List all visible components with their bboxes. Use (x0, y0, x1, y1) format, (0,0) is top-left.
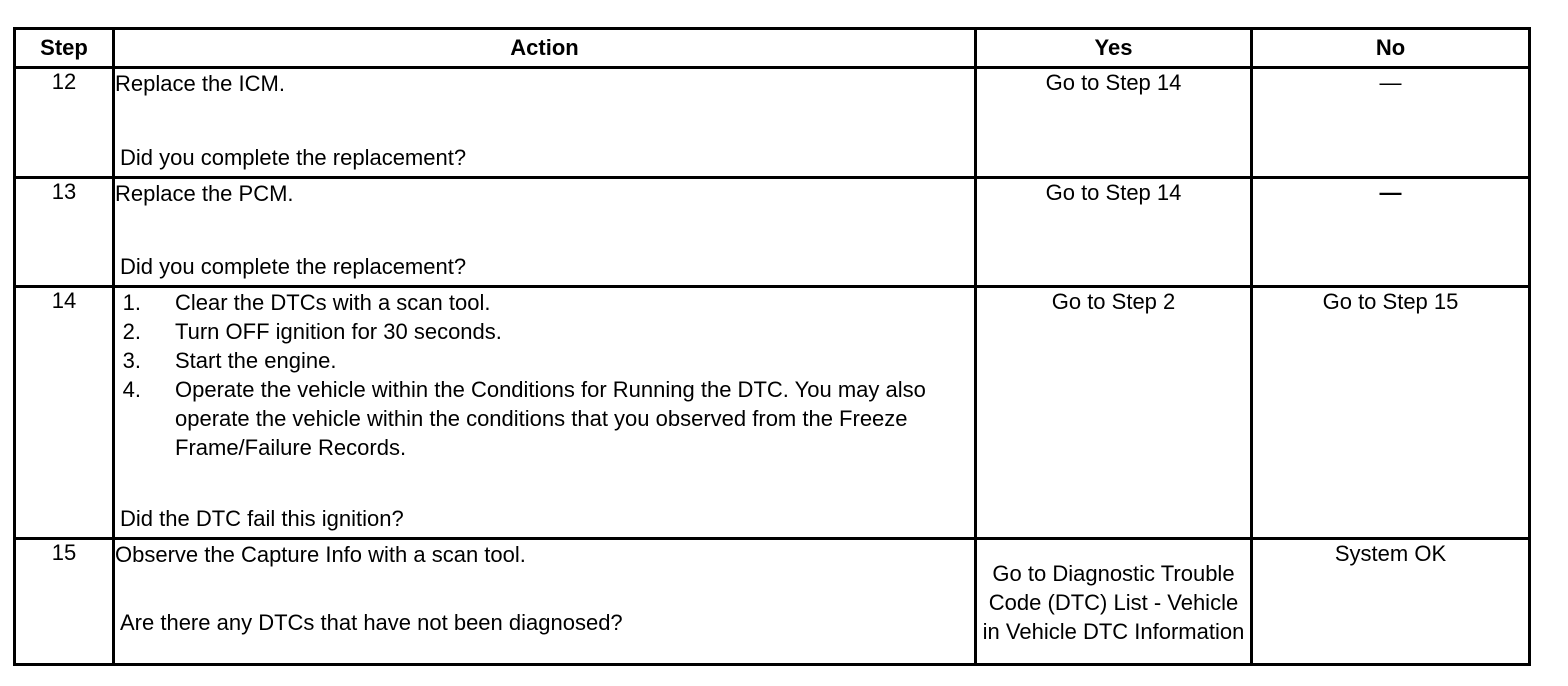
list-number: 2. (122, 319, 141, 344)
yes-result: Go to Diagnostic Trouble Code (DTC) List - Vehicle in Vehicle DTC Information (976, 539, 1252, 665)
header-step: Step (15, 29, 114, 68)
header-action: Action (114, 29, 976, 68)
no-result: Go to Step 15 (1252, 287, 1530, 539)
action-cell (114, 539, 976, 665)
action-question: Did the DTC fail this ignition? (120, 506, 404, 531)
header-no: No (1252, 29, 1530, 68)
no-result: System OK (1252, 539, 1530, 665)
yes-result: Go to Step 14 (976, 178, 1252, 287)
action-question: Are there any DTCs that have not been diagnosed? (120, 610, 623, 635)
table-row (15, 287, 1530, 539)
list-item (115, 288, 974, 317)
yes-result: Go to Step 14 (976, 68, 1252, 178)
action-cell (114, 68, 976, 178)
table-row (15, 539, 1530, 665)
table-row (15, 178, 1530, 287)
action-question: Did you complete the replacement? (120, 254, 467, 279)
yes-result: Go to Step 2 (976, 287, 1252, 539)
action-instruction: Replace the ICM. (115, 71, 285, 96)
diagnostic-table (13, 27, 1531, 666)
step-number: 13 (15, 178, 114, 287)
step-number: 14 (15, 287, 114, 539)
list-text: Start the engine. (175, 348, 337, 373)
list-number: 3. (122, 348, 141, 373)
table-row (15, 68, 1530, 178)
list-text: Operate the vehicle within the Conditions for Running the DTC. You may also operate the vehicle within the conditions that you observed from the Freeze Frame/Failure Records. (175, 377, 926, 460)
no-dash: — (1379, 70, 1402, 95)
list-item (115, 375, 974, 462)
list-number: 1. (122, 290, 141, 315)
list-text: Turn OFF ignition for 30 seconds. (175, 319, 502, 344)
action-cell (114, 178, 976, 287)
no-dash: — (1379, 180, 1402, 205)
no-result (1252, 178, 1530, 287)
header-row (15, 29, 1530, 68)
list-text: Clear the DTCs with a scan tool. (175, 290, 491, 315)
list-item (115, 317, 974, 346)
no-result (1252, 68, 1530, 178)
step-number: 15 (15, 539, 114, 665)
list-number: 4. (122, 377, 141, 402)
list-item (115, 346, 974, 375)
action-cell (114, 287, 976, 539)
action-question: Did you complete the replacement? (120, 145, 467, 170)
step-number: 12 (15, 68, 114, 178)
header-yes: Yes (976, 29, 1252, 68)
action-instruction: Replace the PCM. (115, 181, 294, 206)
action-instruction: Observe the Capture Info with a scan tool. (115, 542, 526, 567)
procedure-list (115, 288, 974, 462)
